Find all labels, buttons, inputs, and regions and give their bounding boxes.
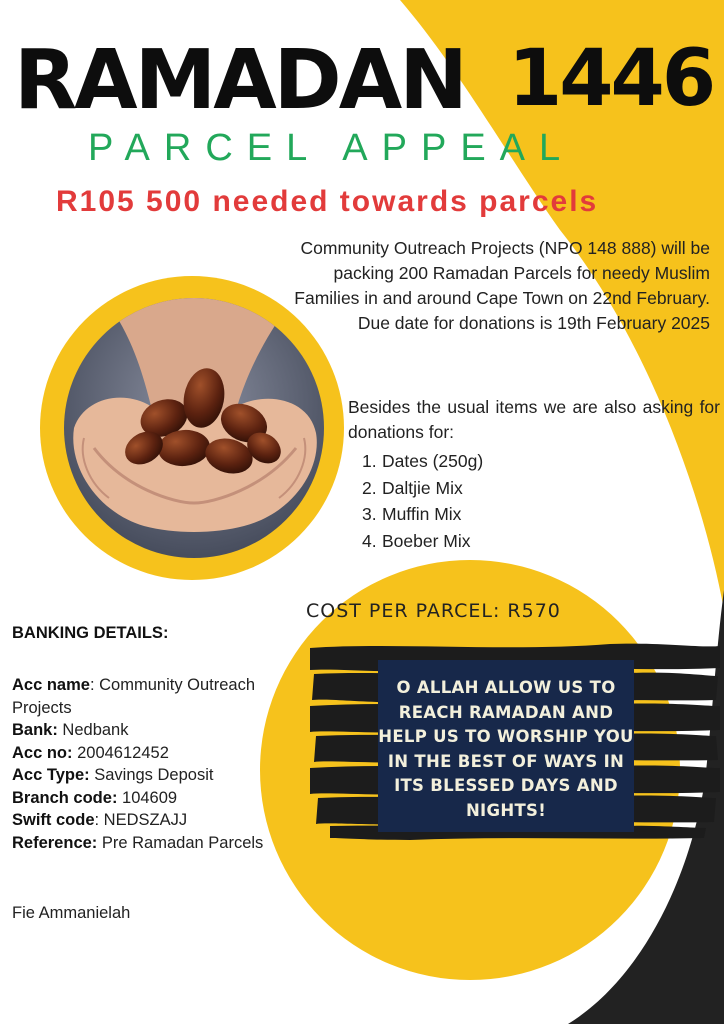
- banking-heading: BANKING DETAILS:: [12, 624, 169, 642]
- subtitle-parcel-appeal: PARCEL APPEAL: [88, 127, 575, 169]
- reference-line: Reference: Pre Ramadan Parcels: [12, 833, 264, 852]
- acc-type-line: Acc Type: Savings Deposit: [12, 766, 214, 784]
- quote-text: O ALLAH ALLOW US TO REACH RAMADAN AND HELP US TO WORSHIP YOU IN THE BEST OF WAYS IN ITS BLESSED DAYS AND NIGHTS!: [378, 678, 634, 820]
- acc-name-line: Acc name: Community Outreach Projects: [12, 676, 256, 717]
- project-description: Community Outreach Projects (NPO 148 888) will be packing 200 Ramadan Parcels for needy Muslim Families in and around Cape Town on 22nd February. Due date for donations is 19th February 2025: [294, 238, 710, 333]
- list-item: 2. Daltjie Mix: [362, 477, 463, 498]
- list-item: 4. Boeber Mix: [362, 530, 471, 551]
- cost-per-parcel: COST PER PARCEL: R570: [306, 600, 561, 622]
- donations-list: [362, 448, 483, 554]
- title-ramadan: RAMADAN: [14, 33, 465, 128]
- dates-in-hands-image: [64, 298, 324, 558]
- signoff: Fie Ammanielah: [12, 904, 131, 922]
- bank-line: Bank: Nedbank: [12, 721, 129, 739]
- amount-needed: R105 500 needed towards parcels: [56, 185, 599, 218]
- swift-code-line: Swift code: NEDSZAJJ: [12, 811, 188, 829]
- branch-code-line: Branch code: 104609: [12, 788, 178, 807]
- banking-details: [12, 674, 312, 854]
- list-item: 1. Dates (250g): [362, 451, 484, 471]
- title-year: 1446: [508, 34, 714, 124]
- donations-intro: Besides the usual items we are also asking for donations for:: [348, 397, 720, 442]
- acc-no-line: Acc no: 2004612452: [12, 743, 169, 762]
- list-item: 3. Muffin Mix: [362, 504, 462, 524]
